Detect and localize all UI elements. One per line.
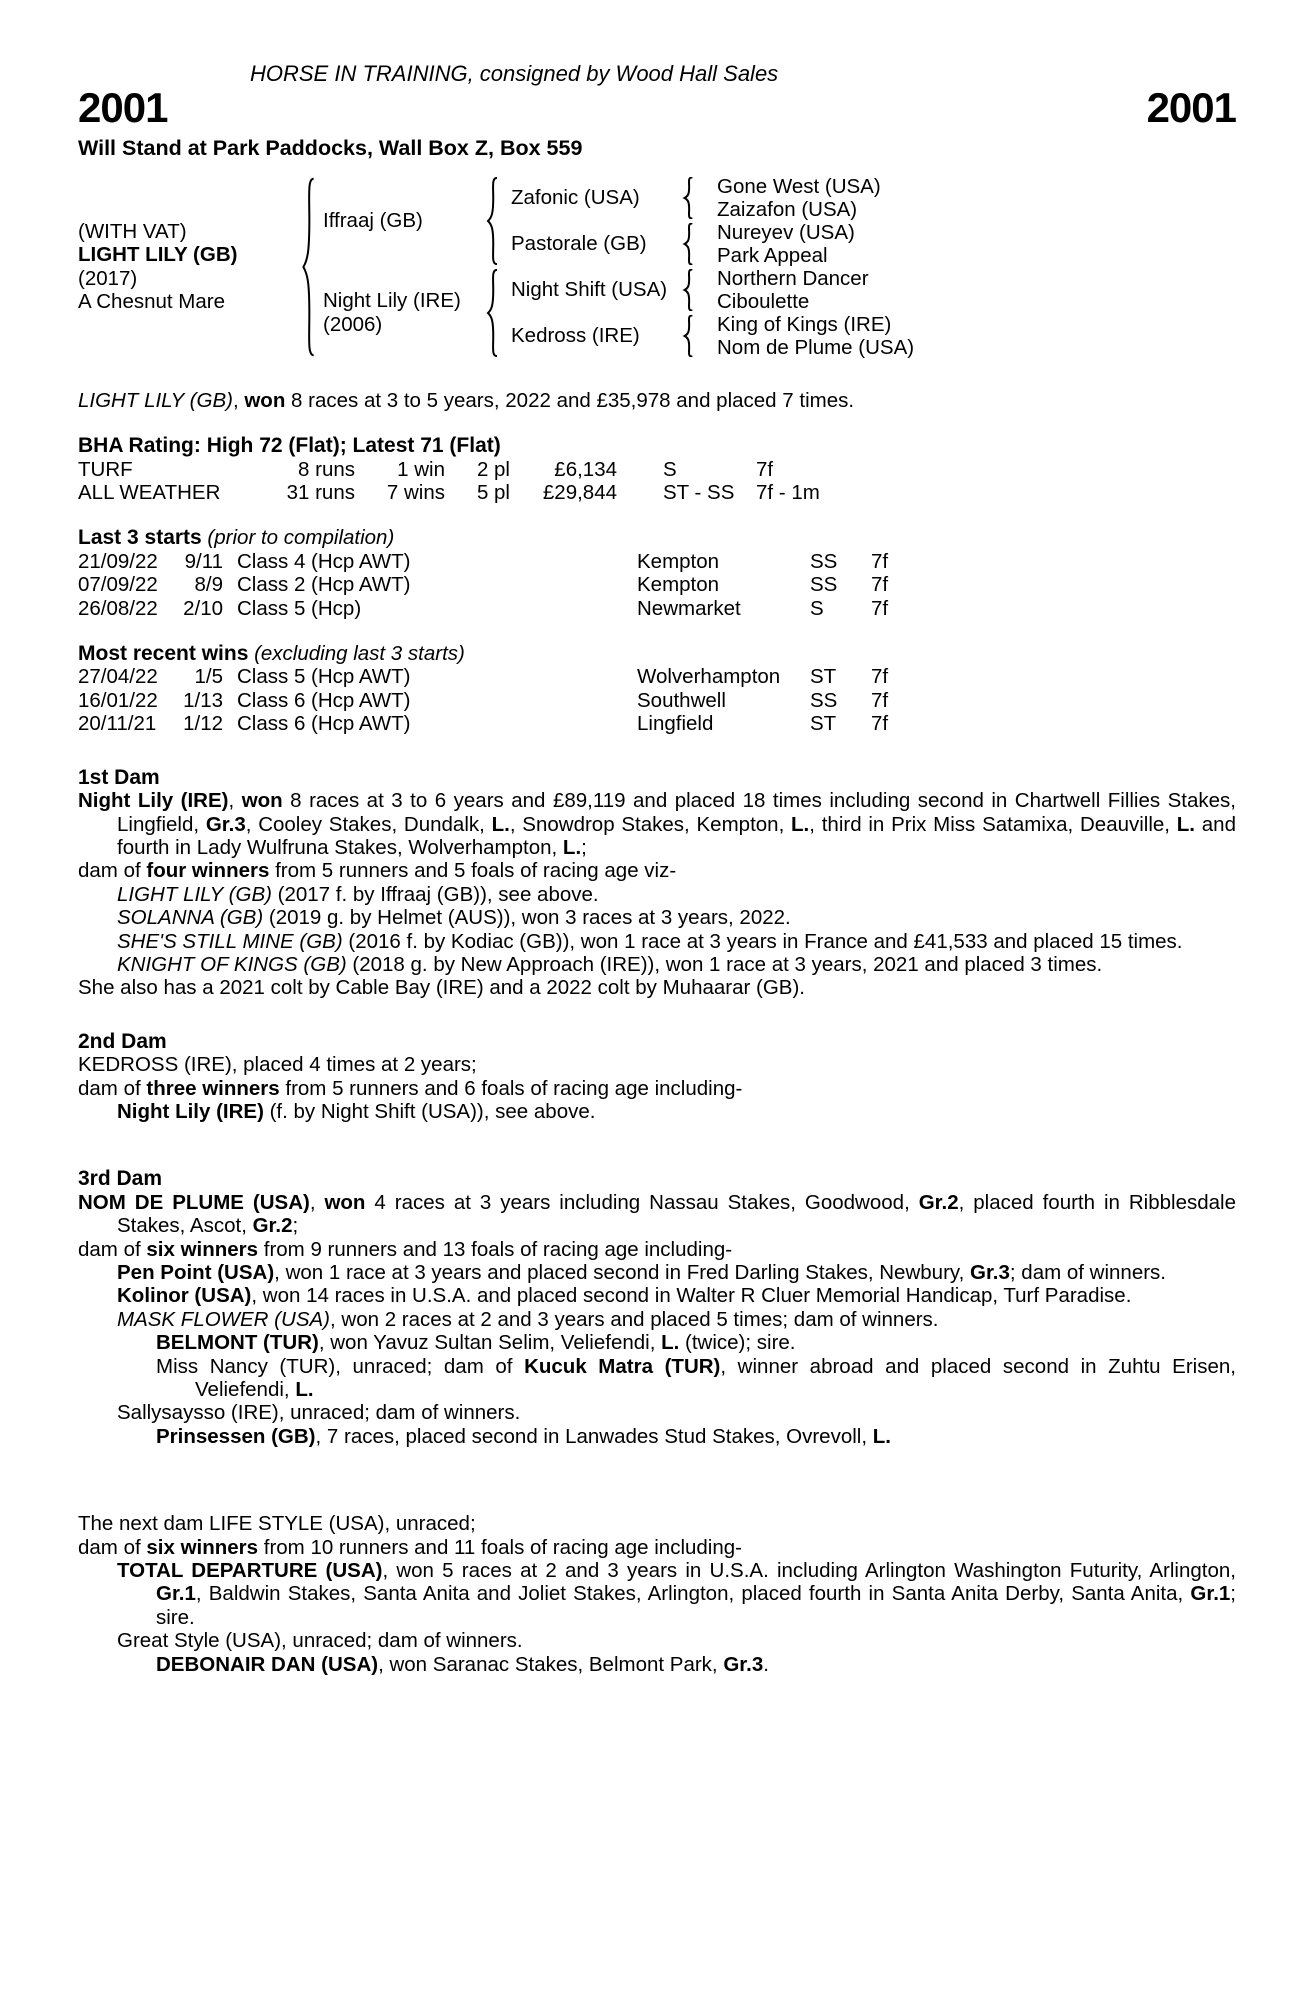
table-row (78, 573, 1236, 596)
horse-description: A Chesnut Mare (78, 290, 225, 314)
text-run: , won 14 races in U.S.A. and placed second in Walter R Cluer Memorial Handicap, Turf Paradise. (251, 1284, 1132, 1308)
text-run: , Baldwin Stakes, Santa Anita and Joliet Stakes, Arlington, placed fourth in Santa Anita Derby, Santa Anita, (195, 1582, 1191, 1606)
text-run: , won 2 races at 2 and 3 years and placed 5 times; dam of winners. (330, 1307, 939, 1331)
body-paragraph (156, 1424, 1236, 1448)
great-grandparent-name: Zaizafon (USA) (717, 197, 858, 221)
table-cell: Wolverhampton (637, 665, 781, 689)
table-cell: SS (810, 549, 838, 573)
text-run: , placed fourth in Ribblesdale Stakes, Ascot, (117, 1190, 1236, 1238)
table-cell: 2 pl (476, 457, 510, 481)
text-run: Gr.3 (970, 1261, 1010, 1284)
table-cell: Lingfield (637, 712, 714, 736)
text-run: Gr.1 (156, 1582, 196, 1606)
text-run: Great Style (USA), unraced; dam of winners. (117, 1629, 523, 1653)
text-run: dam of (78, 1237, 147, 1261)
table-cell: TURF (78, 457, 133, 481)
body-paragraph (117, 1307, 1236, 1331)
text-run: Gr.3 (723, 1652, 764, 1676)
table-cell: 1/13 (183, 688, 223, 712)
table-row (78, 689, 1236, 712)
pedigree-text-sections (78, 766, 1236, 1676)
text-run: (twice); sire. (679, 1331, 796, 1355)
table-cell: 7f (871, 596, 889, 620)
table-cell: ALL WEATHER (78, 481, 221, 505)
body-paragraph (78, 1190, 1236, 1238)
text-run: Sallysaysso (IRE), unraced; dam of winners. (117, 1401, 521, 1425)
text-run: Gr.3 (205, 812, 246, 836)
text-run: ; (581, 835, 587, 859)
table-cell: Kempton (637, 573, 720, 597)
table-row (78, 712, 1236, 735)
last-3-starts-subtitle: (prior to compilation) (201, 526, 395, 550)
vat-note: (WITH VAT) (78, 220, 187, 243)
text-run: LIGHT LILY (GB) (117, 882, 272, 906)
pedigree-brace-icon (473, 267, 511, 359)
text-run: LIGHT LILY (GB) (78, 388, 233, 412)
great-grandparent-name: Northern Dancer (717, 266, 869, 290)
text-run: six winners (146, 1535, 259, 1559)
dam-year: (2006) (323, 312, 383, 336)
table-cell: 26/08/22 (78, 596, 158, 620)
body-paragraph (78, 1077, 1236, 1100)
section-second-dam (78, 1030, 1236, 1124)
pedigree-brace-icon (473, 175, 511, 267)
consignor-line: HORSE IN TRAINING, consigned by Wood Hall Sales (250, 61, 779, 86)
text-run: 4 races at 3 years including Nassau Stakes, Goodwood, (365, 1190, 919, 1214)
table-cell: 20/11/21 (78, 712, 157, 736)
table-cell: £29,844 (542, 481, 617, 505)
table-cell: S (663, 457, 677, 481)
table-cell: 1/5 (194, 665, 223, 689)
text-run: won (324, 1190, 366, 1214)
body-paragraph (78, 1536, 1236, 1559)
text-run: Gr.2 (918, 1190, 959, 1214)
text-run: DEBONAIR DAN (USA) (156, 1652, 379, 1676)
table-cell: SS (810, 688, 838, 712)
table-cell: Southwell (637, 688, 726, 712)
dam-name: Night Lily (IRE) (323, 289, 461, 313)
text-run: (2017 f. by Iffraaj (GB)), see above. (271, 882, 599, 906)
section-heading: 3rd Dam (78, 1167, 163, 1191)
text-run: Night Lily (IRE) (78, 789, 229, 813)
text-run: , won 5 races at 2 and 3 years in U.S.A. including Arlington Washington Futurity, Arlington, (382, 1559, 1236, 1583)
last-3-starts-block (78, 526, 1236, 620)
text-run: , Snowdrop Stakes, Kempton, (509, 812, 792, 836)
body-paragraph (117, 906, 1236, 930)
text-run: L. (491, 812, 510, 836)
table-row (78, 597, 1236, 620)
table-cell: Class 4 (Hcp AWT) (237, 549, 411, 573)
table-cell: Kempton (637, 549, 720, 573)
race-record-summary (78, 389, 1236, 412)
text-run: Gr.2 (252, 1214, 293, 1238)
text-run: Kolinor (USA) (117, 1284, 252, 1308)
grandam-name: Pastorale (GB) (511, 232, 647, 256)
text-run: , won Saranac Stakes, Belmont Park, (378, 1652, 724, 1676)
body-paragraph (78, 1512, 1236, 1535)
text-run: She also has a 2021 colt by Cable Bay (IRE) and a 2022 colt by Muhaarar (GB). (78, 976, 805, 1000)
table-cell: S (810, 596, 824, 620)
body-paragraph (156, 1331, 1236, 1355)
text-run: won (241, 789, 283, 813)
text-run: , third in Prix Miss Satamixa, Deauville, (809, 812, 1177, 836)
text-run: and fourth in Lady Wulfruna Stakes, Wolverhampton, (117, 812, 1236, 859)
table-cell: 7 wins (386, 481, 445, 505)
table-cell: ST - SS (663, 481, 735, 505)
table-cell: 27/04/22 (78, 665, 158, 689)
body-paragraph (156, 1354, 1236, 1402)
table-row (78, 665, 1236, 688)
text-run: KEDROSS (IRE), placed 4 times at 2 years; (78, 1053, 477, 1077)
text-run: SHE'S STILL MINE (GB) (117, 929, 343, 953)
table-row (78, 458, 1236, 481)
text-run: ; sire. (156, 1582, 1236, 1629)
section-heading: 2nd Dam (78, 1029, 167, 1053)
great-grandparent-name: King of Kings (IRE) (717, 312, 892, 336)
bha-rating-title: BHA Rating: High 72 (Flat); Latest 71 (Flat) (78, 434, 501, 458)
table-cell: ST (810, 665, 837, 689)
table-cell: 1 win (397, 457, 445, 481)
table-cell: 9/11 (184, 549, 223, 573)
body-paragraph (117, 929, 1236, 953)
stand-location-line: Will Stand at Park Paddocks, Wall Box Z, Box 559 (78, 136, 583, 161)
lot-number-left: 2001 (78, 84, 168, 132)
table-cell: Class 6 (Hcp AWT) (237, 688, 411, 712)
pedigree-table (78, 175, 1236, 359)
table-cell: 8 runs (298, 457, 355, 481)
text-run: MASK FLOWER (USA) (117, 1307, 330, 1331)
lot-row (78, 84, 1236, 132)
body-paragraph (117, 1284, 1236, 1308)
table-cell: 7f (871, 688, 889, 712)
great-grandparent-name: Nom de Plume (USA) (717, 335, 915, 359)
table-cell: 16/01/22 (78, 688, 158, 712)
text-run: KNIGHT OF KINGS (GB) (117, 952, 347, 976)
great-grandparent-name: Park Appeal (717, 243, 828, 267)
recent-wins-subtitle: (excluding last 3 starts) (248, 642, 465, 666)
text-run: three winners (146, 1076, 280, 1100)
text-run: L. (1176, 812, 1195, 836)
text-run: from 5 runners and 5 foals of racing age viz- (269, 859, 677, 883)
table-cell: SS (810, 573, 838, 597)
lot-number-right: 2001 (1146, 84, 1236, 132)
text-run: from 10 runners and 11 foals of racing age including- (258, 1535, 742, 1559)
text-run: Kucuk Matra (TUR) (524, 1354, 721, 1378)
pedigree-brace-icon (671, 175, 705, 221)
great-grandparent-name: Gone West (USA) (717, 174, 881, 198)
text-run: Night Lily (IRE) (117, 1099, 264, 1123)
body-paragraph (117, 1559, 1236, 1629)
text-run: , (232, 388, 245, 412)
table-cell: 21/09/22 (78, 549, 158, 573)
grandam-name: Kedross (IRE) (511, 324, 640, 348)
text-run: 8 races at 3 to 6 years and £89,119 and placed 18 times including second in Chartwell Fillies Stakes, Lingfield, (117, 789, 1236, 836)
body-paragraph (117, 1261, 1236, 1284)
table-cell: £6,134 (554, 457, 617, 481)
grandsire-name: Night Shift (USA) (511, 278, 668, 302)
body-paragraph (117, 1099, 1236, 1123)
body-paragraph (117, 952, 1236, 976)
text-run: SOLANNA (GB) (117, 906, 264, 930)
last-3-starts-table (78, 550, 1236, 620)
bha-stats-table (78, 458, 1236, 505)
text-run: 8 races at 3 to 5 years, 2022 and £35,978 and placed 7 times. (285, 388, 855, 412)
text-run: L. (872, 1424, 891, 1448)
table-cell: 5 pl (476, 481, 510, 505)
table-cell: Newmarket (637, 596, 741, 620)
text-run: , winner abroad and placed second in Zuhtu Erisen, Veliefendi, (195, 1354, 1236, 1402)
text-run: four winners (146, 859, 270, 883)
text-run: L. (791, 812, 810, 836)
table-cell: 7f (871, 712, 889, 736)
last-3-starts-title: Last 3 starts (78, 526, 202, 550)
text-run: TOTAL DEPARTURE (USA) (117, 1559, 383, 1583)
table-cell: 31 runs (286, 481, 355, 505)
text-run: , won Yavuz Sultan Selim, Veliefendi, (318, 1331, 662, 1355)
text-run: Pen Point (USA) (117, 1261, 275, 1284)
body-paragraph (78, 789, 1236, 859)
section-next-dam (78, 1512, 1236, 1676)
text-run: Gr.1 (1190, 1582, 1231, 1606)
text-run: (f. by Night Shift (USA)), see above. (263, 1099, 596, 1123)
table-cell: 07/09/22 (78, 573, 158, 597)
body-paragraph (156, 1652, 1236, 1676)
text-run: ; (292, 1214, 299, 1238)
text-run: dam of (78, 1535, 147, 1559)
text-run: The next dam LIFE STYLE (USA), unraced; (78, 1512, 476, 1536)
text-run: , won 1 race at 3 years and placed second in Fred Darling Stakes, Newbury, (274, 1261, 971, 1284)
subject-horse-name: LIGHT LILY (GB) (78, 243, 238, 267)
sire-name: Iffraaj (GB) (323, 209, 423, 233)
table-row (78, 481, 1236, 504)
text-run: L. (295, 1378, 314, 1402)
recent-wins-table (78, 665, 1236, 735)
table-cell: 7f - 1m (756, 481, 820, 505)
pedigree-brace-icon (671, 267, 705, 313)
last-3-starts-heading (78, 526, 1236, 549)
pedigree-brace-icon (293, 175, 323, 359)
recent-wins-block (78, 642, 1236, 736)
great-grandparent-name: Nureyev (USA) (717, 220, 855, 244)
table-cell: 7f (756, 457, 774, 481)
body-paragraph (117, 1401, 1236, 1425)
body-paragraph (117, 1629, 1236, 1653)
dam-name-block (323, 289, 473, 336)
recent-wins-title: Most recent wins (78, 642, 249, 666)
text-run: six winners (146, 1237, 259, 1261)
recent-wins-heading (78, 642, 1236, 665)
pedigree-brace-icon (671, 221, 705, 267)
text-run: Miss Nancy (TUR), unraced; dam of (156, 1354, 525, 1378)
pedigree-brace-icon (671, 313, 705, 359)
table-cell: 7f (871, 549, 889, 573)
table-cell: Class 5 (Hcp AWT) (237, 665, 411, 689)
section-third-dam (78, 1167, 1236, 1448)
table-cell: 7f (871, 573, 889, 597)
text-run: ; dam of winners. (1009, 1261, 1166, 1284)
text-run: Prinsessen (GB) (156, 1424, 316, 1448)
table-cell: Class 6 (Hcp AWT) (237, 712, 411, 736)
text-run: from 5 runners and 6 foals of racing age including- (279, 1076, 743, 1100)
text-run: L. (562, 835, 582, 859)
text-run: , (228, 789, 242, 813)
section-heading: 1st Dam (78, 765, 160, 789)
table-cell: ST (810, 712, 837, 736)
text-run: , 7 races, placed second in Lanwades Stud Stakes, Ovrevoll, (315, 1424, 873, 1448)
body-paragraph (78, 1053, 1236, 1076)
text-run: dam of (78, 859, 147, 883)
table-cell: 2/10 (183, 596, 223, 620)
great-grandparent-name: Ciboulette (717, 289, 810, 313)
text-run: (2019 g. by Helmet (AUS)), won 3 races at 3 years, 2022. (263, 906, 791, 930)
table-cell: 7f (871, 665, 889, 689)
text-run: NOM DE PLUME (USA) (78, 1190, 310, 1214)
body-paragraph (78, 859, 1236, 882)
foaling-year: (2017) (78, 266, 138, 290)
table-row (78, 550, 1236, 573)
text-run: won (244, 388, 286, 412)
text-run: dam of (78, 1076, 147, 1100)
text-run: (2018 g. by New Approach (IRE)), won 1 race at 3 years, 2021 and placed 3 times. (346, 952, 1103, 976)
text-run: . (763, 1652, 769, 1676)
table-cell: 8/9 (194, 573, 223, 597)
text-run: L. (661, 1331, 680, 1355)
section-first-dam (78, 766, 1236, 1000)
text-run: , Cooley Stakes, Dundalk, (245, 812, 492, 836)
table-cell: Class 5 (Hcp) (237, 596, 362, 620)
bha-rating-block (78, 434, 1236, 504)
table-cell: 1/12 (183, 712, 223, 736)
text-run: from 9 runners and 13 foals of racing age including- (258, 1237, 733, 1261)
subject-horse-block (78, 220, 293, 314)
text-run: , (309, 1190, 325, 1214)
table-cell: Class 2 (Hcp AWT) (237, 573, 411, 597)
grandsire-name: Zafonic (USA) (511, 186, 640, 210)
text-run: (2016 f. by Kodiac (GB)), won 1 race at 3 years in France and £41,533 and placed 15 times. (342, 929, 1183, 953)
text-run: BELMONT (TUR) (156, 1331, 319, 1355)
body-paragraph (117, 882, 1236, 906)
body-paragraph (78, 1238, 1236, 1261)
body-paragraph (78, 976, 1236, 999)
